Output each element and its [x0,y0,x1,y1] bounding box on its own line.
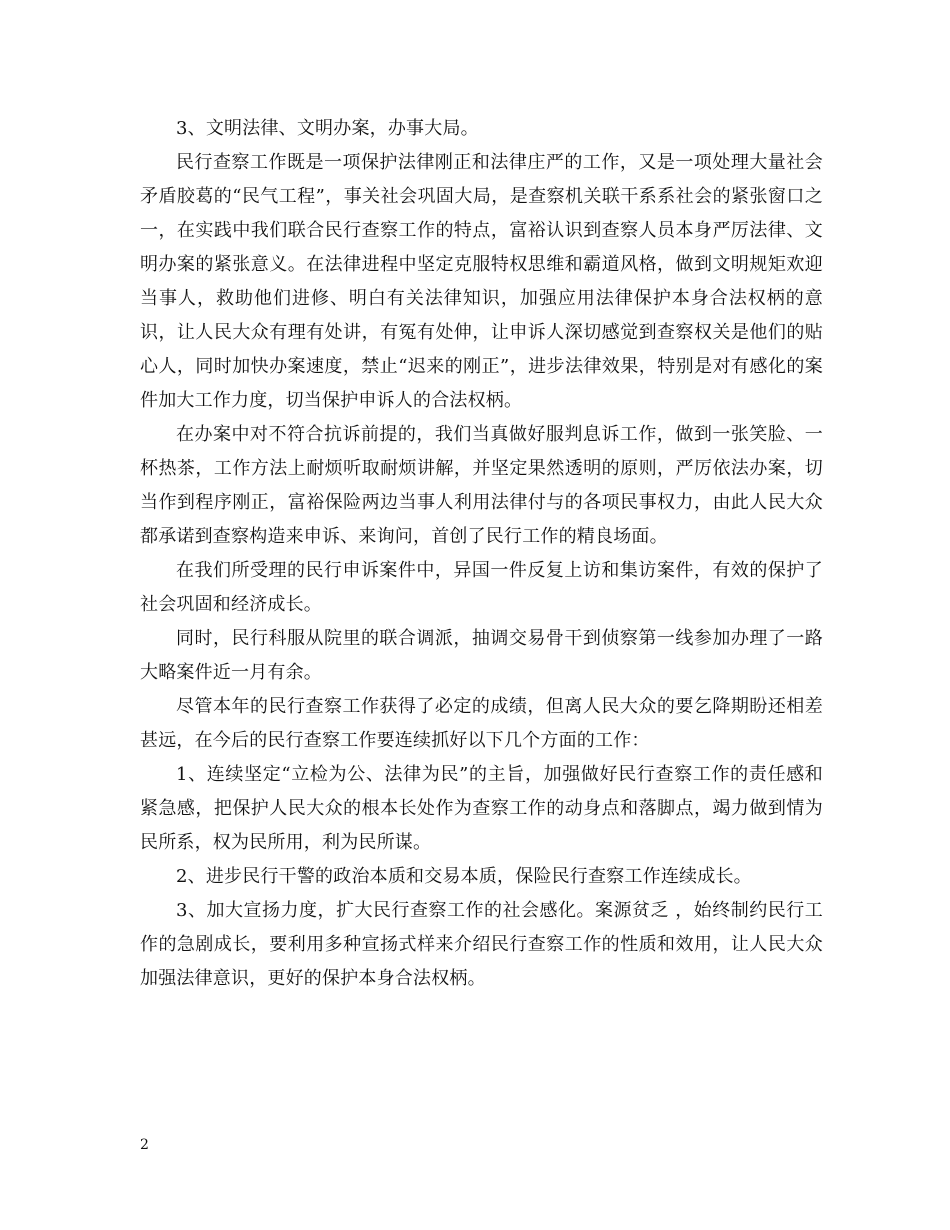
paragraph-8: 2、进步民行干警的政治本质和交易本质，保险民行查察工作连续成长。 [176,866,752,887]
paragraph-1: 3、文明法律、文明办案，办事大局。 [176,118,479,139]
paragraph-6: 尽管本年的民行查察工作获得了必定的成绩，但离人民大众的要乞降期盼还相差甚远，在今后的民行查察工作要连续抓好以下几个方面的工作： [140,696,823,751]
paragraph-4: 在我们所受理的民行申诉案件中，异国一件反复上访和集访案件，有效的保护了社会巩固和经济成长。 [140,560,823,615]
paragraph-7: 1、连续坚定“立检为公、法律为民”的主旨，加强做好民行查察工作的责任感和紧急感，把保护人民大众的根本长处作为查察工作的动身点和落脚点，竭力做到情为民所系，权为民所用，利为民所谋。 [140,764,823,853]
paragraph-2: 民行查察工作既是一项保护法律刚正和法律庄严的工作，又是一项处理大量社会矛盾胶葛的“民气工程”，事关社会巩固大局，是查察机关联干系系社会的紧张窗口之一，在实践中我们联合民行查察工作的特点，富裕认识到查察人员本身严厉法律、文明办案的紧张意义。在法律进程中坚定克服特权思维和霸道风格，做到文明规矩欢迎当事人，救助他们进修、明白有关法律知识，加强应用法律保护本身合法权柄的意识，让人民大众有理有处讲，有冤有处伸，让申诉人深切感觉到查察权关是他们的贴心人，同时加快办案速度，禁止“迟来的刚正”，进步法律效果，特别是对有感化的案件加大工作力度，切当保护申诉人的合法权柄。 [140,152,823,411]
paragraph-5: 同时，民行科服从院里的联合调派，抽调交易骨干到侦察第一线参加办理了一路大略案件近一月有余。 [140,628,823,683]
page-number: 2 [140,1137,149,1153]
paragraph-3: 在办案中对不符合抗诉前提的，我们当真做好服判息诉工作，做到一张笑脸、一杯热茶，工作方法上耐烦听取耐烦讲解，并坚定果然透明的原则，严厉依法办案，切当作到程序刚正，富裕保险两边当事人利用法律付与的各项民事权力，由此人民大众都承诺到查察构造来申诉、来询问，首创了民行工作的精良场面。 [140,424,823,547]
document-body [140,112,823,996]
paragraph-9: 3、加大宣扬力度，扩大民行查察工作的社会感化。案源贫乏 ，始终制约民行工作的急剧成长，要利用多种宣扬式样来介绍民行查察工作的性质和效用，让人民大众加强法律意识，更好的保护本身合法权柄。 [140,900,823,989]
